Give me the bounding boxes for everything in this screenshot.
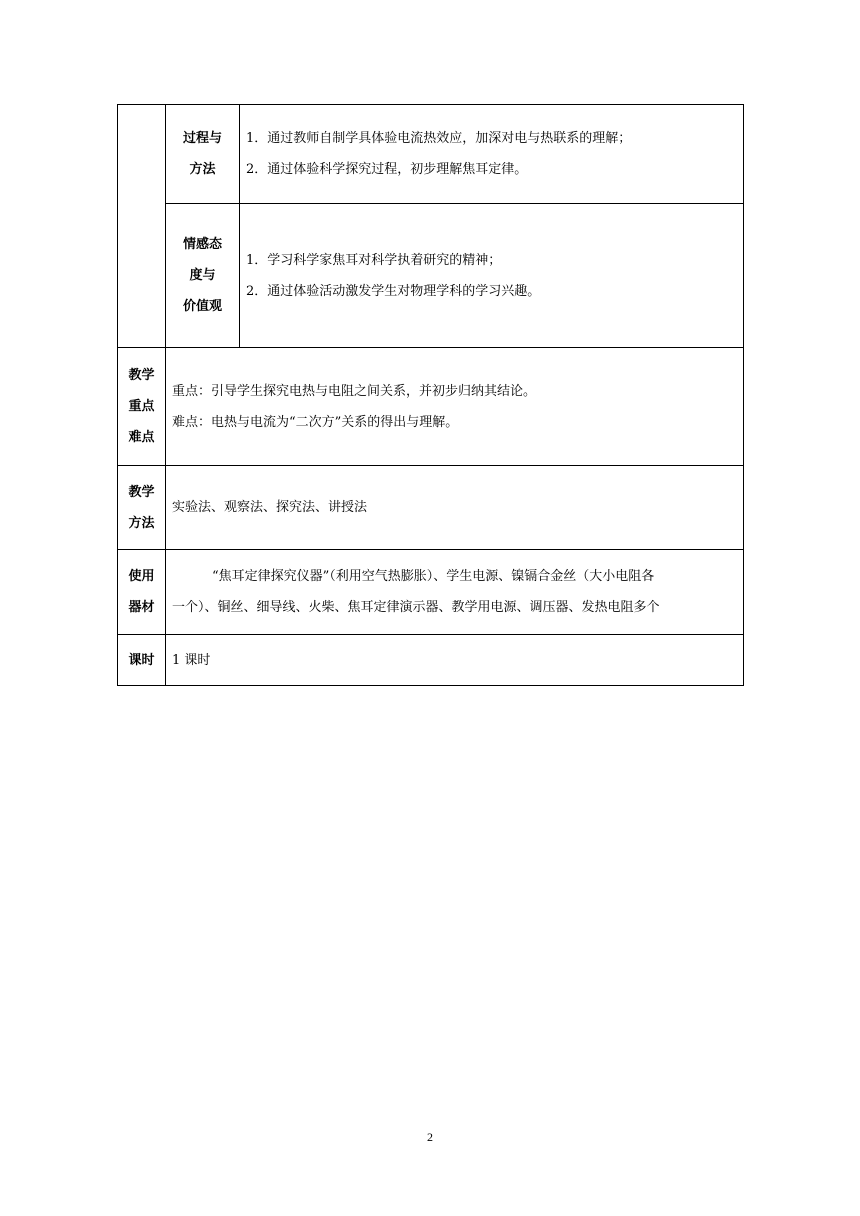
emotion-content-cell: [240, 204, 744, 348]
keypoints-label-line: 教学: [128, 368, 155, 383]
equipment-content-cell: [166, 550, 744, 635]
process-item: 1．通过教师自制学具体验电流热效应，加深对电与热联系的理解；: [246, 131, 632, 146]
method-content-cell: [166, 466, 744, 550]
hours-content-cell: [166, 635, 744, 686]
table-row-process: [118, 105, 744, 204]
hours-label-cell: 课时: [118, 635, 166, 686]
process-label-line: 方法: [189, 162, 216, 177]
process-content-cell: [240, 105, 744, 204]
process-label-cell: [166, 105, 240, 204]
page-number: 2: [427, 1130, 433, 1144]
equipment-label-cell: [118, 550, 166, 635]
keypoints-item: 难点：电热与电流为“二次方”关系的得出与理解。: [172, 414, 459, 430]
keypoints-label-line: 难点: [128, 430, 155, 445]
keypoints-content-cell: [166, 348, 744, 466]
table-row-method: [118, 466, 744, 550]
process-label-line: 过程与: [182, 131, 222, 146]
equipment-line: “焦耳定律探究仪器”（利用空气热膨胀）、学生电源、镍镉合金丝（大小电阻各: [212, 569, 655, 584]
process-item: 2．通过体验科学探究过程，初步理解焦耳定律。: [246, 162, 528, 177]
keypoints-label-line: 重点: [128, 399, 155, 414]
hours-text: 1 课时: [172, 652, 211, 668]
table-row-keypoints: [118, 348, 744, 466]
method-text: 实验法、观察法、探究法、讲授法: [172, 500, 368, 515]
keypoints-label-cell: [118, 348, 166, 466]
equipment-line: 一个）、铜丝、细导线、火柴、焦耳定律演示器、教学用电源、调压器、发热电阻多个: [172, 600, 660, 615]
method-label-line: 方法: [128, 515, 155, 531]
objectives-merged-cell: [118, 105, 166, 348]
lesson-plan-table: [117, 104, 744, 686]
equipment-label-line: 器材: [128, 600, 155, 615]
method-label-cell: [118, 466, 166, 550]
emotion-label-cell: [166, 204, 240, 348]
method-label-line: 教学: [128, 484, 155, 500]
emotion-label-line: 度与: [189, 268, 216, 283]
emotion-item: 2．通过体验活动激发学生对物理学科的学习兴趣。: [246, 283, 541, 299]
keypoints-item: 重点：引导学生探究电热与电阻之间关系，并初步归纳其结论。: [172, 383, 537, 399]
table-row-equipment: [118, 550, 744, 635]
table-row-emotion: [118, 204, 744, 348]
emotion-item: 1．学习科学家焦耳对科学执着研究的精神；: [246, 252, 502, 268]
emotion-label-line: 价值观: [182, 299, 222, 314]
equipment-label-line: 使用: [128, 569, 155, 584]
emotion-label-line: 情感态: [182, 237, 222, 252]
table-row-hours: [118, 635, 744, 686]
